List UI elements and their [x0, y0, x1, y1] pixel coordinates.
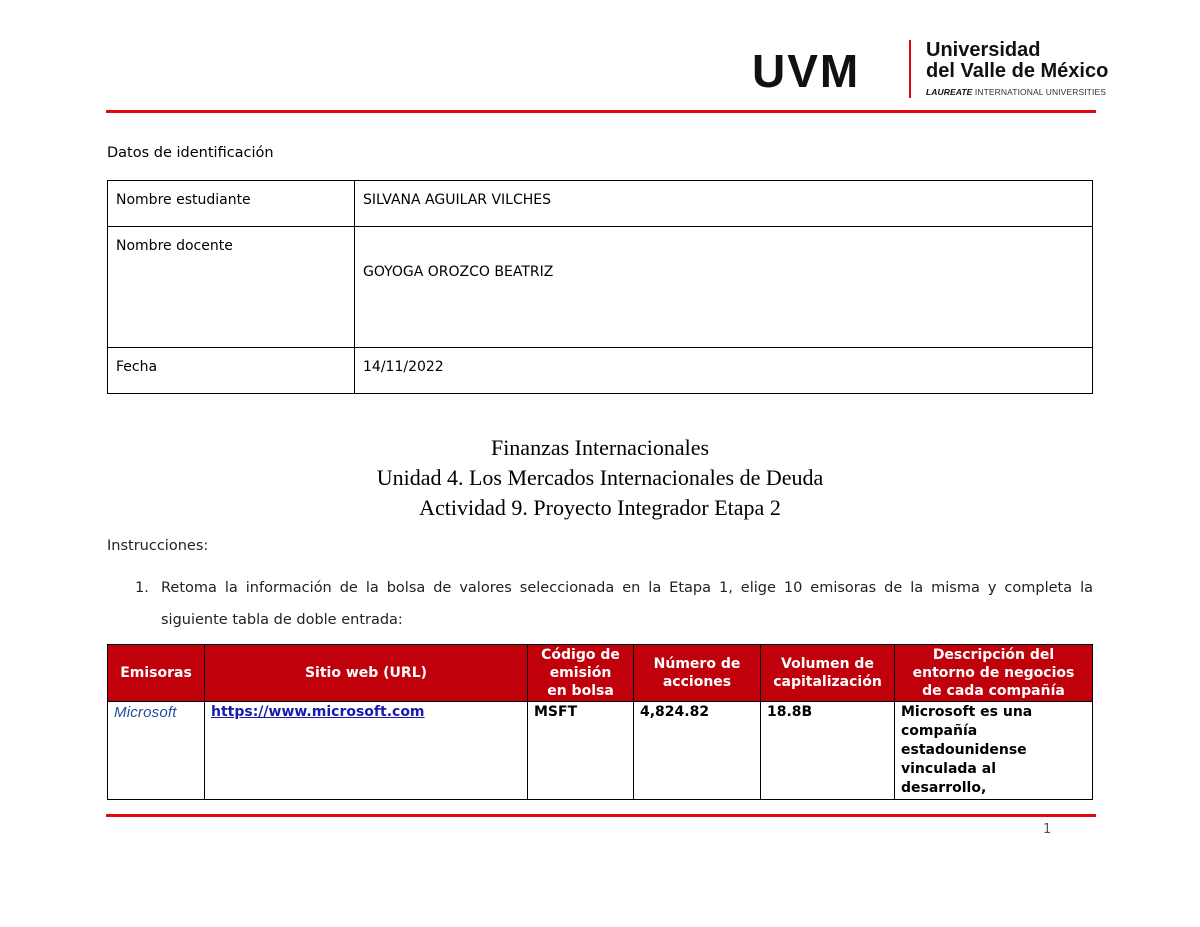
cell-codigo: MSFT — [528, 702, 634, 800]
header-rule — [106, 110, 1096, 113]
uvm-logo-mark: UVM — [752, 45, 861, 97]
cell-volumen: 18.8B — [761, 702, 895, 800]
header-codigo-line2: emisión — [549, 665, 612, 681]
table-row — [108, 227, 1093, 348]
university-name-line1: Universidad — [926, 39, 1041, 61]
identification-label: Datos de identificación — [107, 145, 274, 161]
teacher-label: Nombre docente — [108, 227, 355, 348]
student-name: SILVANA AGUILAR VILCHES — [355, 181, 1093, 227]
cell-acciones: 4,824.82 — [634, 702, 761, 800]
instruction-item — [135, 572, 1093, 636]
header-codigo-line3: en bolsa — [547, 683, 614, 699]
unit-title: Unidad 4. Los Mercados Internacionales de Deuda — [376, 465, 824, 490]
header-descripcion — [895, 645, 1093, 702]
header-volumen — [761, 645, 895, 702]
instruction-text: Retoma la información de la bolsa de valores seleccionada en la Etapa 1, elige 10 emisoras de la misma y completa la siguiente tabla de doble entrada: — [161, 580, 1093, 628]
header-emisoras: Emisoras — [108, 645, 205, 702]
table-row — [108, 702, 1093, 800]
teacher-name: GOYOGA OROZCO BEATRIZ — [363, 264, 554, 280]
footer-rule — [106, 814, 1096, 817]
course-title: Finanzas Internacionales — [490, 435, 710, 460]
header-codigo-line1: Código de — [541, 647, 620, 663]
header-codigo — [528, 645, 634, 702]
instructions-label: Instrucciones: — [107, 538, 209, 554]
page-number: 1 — [1043, 822, 1052, 837]
header-descripcion-line1: Descripción del — [932, 647, 1055, 663]
header-descripcion-line2: entorno de negocios — [912, 665, 1075, 681]
header-volumen-line2: capitalización — [773, 674, 882, 690]
cell-url — [205, 702, 528, 800]
cell-descripcion: Microsoft es una compañía estadounidense vinculada al desarrollo, — [895, 702, 1093, 800]
header-sitio-web: Sitio web (URL) — [205, 645, 528, 702]
uvm-logo — [748, 38, 1113, 102]
emisoras-table — [107, 644, 1093, 800]
laureate-tagline — [926, 87, 1106, 97]
microsoft-logo: Microsoft — [114, 704, 177, 721]
microsoft-url-link[interactable]: https://www.microsoft.com — [211, 704, 425, 720]
teacher-cell — [355, 227, 1093, 348]
laureate-rest: INTERNATIONAL UNIVERSITIES — [972, 87, 1106, 97]
header-numero-line2: acciones — [662, 674, 732, 690]
header-volumen-line1: Volumen de — [781, 656, 874, 672]
header-numero — [634, 645, 761, 702]
header-numero-line1: Número de — [653, 656, 741, 672]
student-label: Nombre estudiante — [108, 181, 355, 227]
header-descripcion-line3: de cada compañía — [922, 683, 1065, 699]
university-name-line2: del Valle de México — [926, 60, 1109, 82]
table-row — [108, 348, 1093, 394]
cell-emisora — [108, 702, 205, 800]
date-label: Fecha — [108, 348, 355, 394]
university-name — [926, 40, 1108, 82]
laureate-bold: LAUREATE — [926, 87, 973, 97]
table-row — [108, 181, 1093, 227]
date-value: 14/11/2022 — [355, 348, 1093, 394]
activity-title: Actividad 9. Proyecto Integrador Etapa 2 — [419, 495, 781, 520]
logo-divider — [909, 40, 911, 98]
table-header-row — [108, 645, 1093, 702]
document-titles — [100, 433, 1100, 523]
identification-table — [107, 180, 1093, 394]
instruction-number: 1. — [135, 580, 149, 596]
